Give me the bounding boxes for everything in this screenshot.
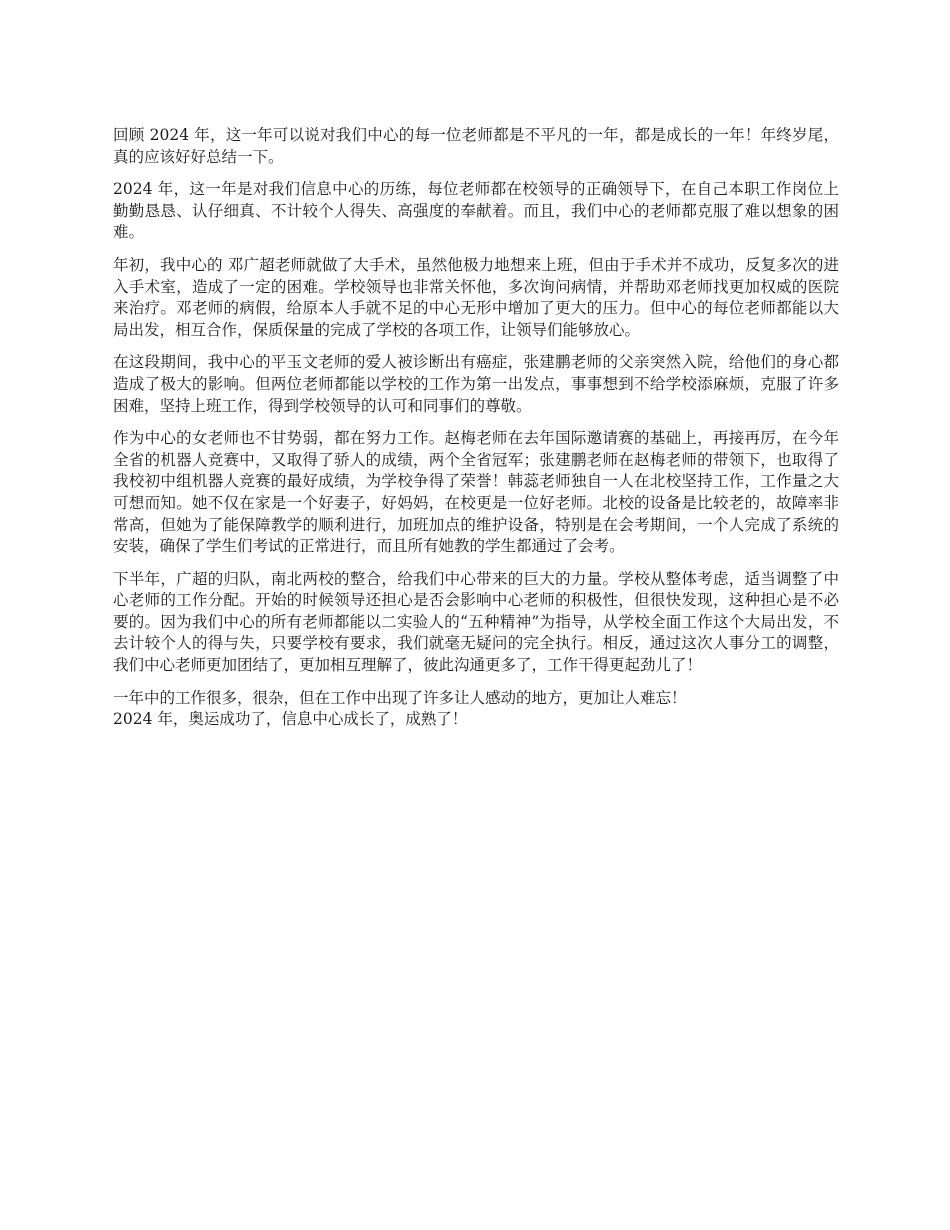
paragraph-2 bbox=[113, 179, 839, 244]
paragraph-6 bbox=[113, 569, 839, 677]
paragraph-text: 下半年，广超的归队，南北两校的整合，给我们中心带来的巨大的力量。学校从整体考虑，适当调整了中心老师的工作分配。开始的时候领导还担心是否会影响中心老师的积极性，但很快发现，这种担心是不必要的。因为我们中心的所有老师都能以二实验人的“五种精神”为指导，从学校全面工作这个大局出发，不去计较个人的得与失，只要学校有要求，我们就毫无疑问的完全执行。相反，通过这次人事分工的调整，我们中心老师更加团结了，更加相互理解了，彼此沟通更多了，工作干得更起劲儿了！ bbox=[113, 569, 839, 675]
paragraph-text: 年初，我中心的 邓广超老师就做了大手术，虽然他极力地想来上班，但由于手术并不成功，反复多次的进入手术室，造成了一定的困难。学校领导也非常关怀他，多次询问病情，并帮助邓老师找更加权威的医院来治疗。邓老师的病假，给原本人手就不足的中心无形中增加了更大的压力。但中心的每位老师都能以大局出发，相互合作，保质保量的完成了学校的各项工作，让领导们能够放心。 bbox=[113, 255, 839, 339]
paragraph-5 bbox=[113, 428, 839, 558]
document-body bbox=[113, 125, 839, 742]
paragraph-7 bbox=[113, 688, 839, 731]
paragraph-text: 一年中的工作很多，很杂，但在工作中出现了许多让人感动的地方，更加让人难忘！ bbox=[113, 688, 687, 707]
paragraph-3 bbox=[113, 255, 839, 341]
paragraph-text: 2024 年，这一年是对我们信息中心的历练，每位老师都在校领导的正确领导下，在自己本职工作岗位上勤勤恳恳、认仔细真、不计较个人得失、高强度的奉献着。而且，我们中心的老师都克服了难以想象的困难。 bbox=[113, 180, 839, 242]
paragraph-4 bbox=[113, 352, 839, 417]
paragraph-text: 在这段期间，我中心的平玉文老师的爱人被诊断出有癌症，张建鹏老师的父亲突然入院，给他们的身心都造成了极大的影响。但两位老师都能以学校的工作为第一出发点，事事想到不给学校添麻烦，克服了许多困难，坚持上班工作，得到学校领导的认可和同事们的尊敬。 bbox=[113, 353, 839, 415]
paragraph-1 bbox=[113, 125, 839, 168]
paragraph-text: 回顾 2024 年，这一年可以说对我们中心的每一位老师都是不平凡的一年，都是成长的一年！年终岁尾，真的应该好好总结一下。 bbox=[113, 126, 839, 166]
paragraph-text: 2024 年，奥运成功了，信息中心成长了，成熟了！ bbox=[113, 710, 468, 729]
paragraph-text: 作为中心的女老师也不甘势弱，都在努力工作。赵梅老师在去年国际邀请赛的基础上，再接再厉，在今年全省的机器人竞赛中，又取得了骄人的成绩，两个全省冠军；张建鹏老师在赵梅老师的带领下，也取得了我校初中组机器人竞赛的最好成绩，为学校争得了荣誉！韩蕊老师独自一人在北校坚持工作，工作量之大可想而知。她不仅在家是一个好妻子，好妈妈，在校更是一位好老师。北校的设备是比较老的，故障率非常高，但她为了能保障教学的顺利进行，加班加点的维护设备，特别是在会考期间，一个人完成了系统的安装，确保了学生们考试的正常进行，而且所有她教的学生都通过了会考。 bbox=[113, 429, 839, 556]
